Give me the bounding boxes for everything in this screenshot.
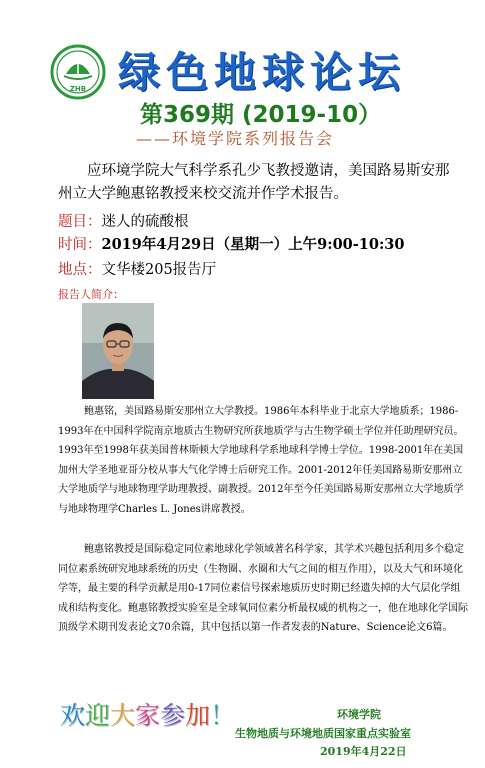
series-subtitle: ——环境学院系列报告会 bbox=[136, 129, 335, 148]
time-line bbox=[58, 233, 404, 254]
organizer-lab: 生物地质与环境地质国家重点实验室 bbox=[235, 727, 411, 740]
intro-paragraph: 应环境学院大气科学系孔少飞教授邀请，美国路易斯安那州立大学鲍惠铭教授来校交流并作学术报告。 bbox=[58, 163, 450, 202]
time-value: 2019年4月29日（星期一）上午9:00-10:30 bbox=[101, 236, 405, 253]
topic-label: 题目： bbox=[58, 214, 102, 230]
issue-number: 第369期 (2019-10） bbox=[140, 102, 382, 128]
topic-line bbox=[58, 210, 189, 231]
welcome-banner bbox=[60, 696, 235, 732]
welcome-char: 欢 bbox=[60, 701, 86, 730]
topic-value: 迷人的硫酸根 bbox=[101, 214, 189, 230]
speaker-photo bbox=[82, 303, 154, 399]
place-value: 文华楼205报告厅 bbox=[101, 262, 217, 278]
announcement-date: 2019年4月22日 bbox=[320, 745, 407, 758]
place-line bbox=[58, 258, 216, 279]
welcome-char: 迎 bbox=[85, 701, 111, 730]
reporter-label: 报告人简介： bbox=[58, 288, 124, 301]
place-label: 地点： bbox=[58, 262, 102, 278]
logo-text: ZHB bbox=[69, 85, 87, 93]
bio-paragraph-2: 鲍惠铭教授是国际稳定同位素地球化学领域著名科学家，其学术兴趣包括利用多个稳定同位素系统研究地球系统的历史（生物圈、水圈和大气之间的相互作用），以及大气和环境化学等，最主要的科学贡献是用0-17同位素信号探索地质历史时期已经遗失掉的大气层化学组成和结构变化。鲍惠铭教授实验室是全球氧同位素分析最权威的机构之一，他在地球化学国际顶级学术期刊发表论文70余篇，其中包括以第一作者发表的Nature、Science论文6篇。 bbox=[58, 544, 468, 633]
forum-title: 绿色地球论坛 bbox=[118, 48, 407, 97]
welcome-char: ！ bbox=[210, 701, 236, 730]
bio-paragraph-1: 鲍惠铭，美国路易斯安那州立大学教授。1986年本科毕业于北京大学地质系；1986-1993年在中国科学院南京地质古生物研究所获地质学与古生物学硕士学位并任助理研究员。1993年至1998年获美国普林斯顿大学地球科学系地球科学博士学位。1998-2001年在美国加州大学圣地亚哥分校从事大气化学博士后研究工作。2001-2012年任美国路易斯安那州立大学地质学与地球物理学助理教授、副教授。2012年至今任美国路易斯安那州立大学地质学与地球物理学Charles L. Jones讲席教授。 bbox=[58, 406, 464, 515]
welcome-char: 加 bbox=[185, 701, 211, 730]
zhb-logo bbox=[50, 44, 106, 100]
organizer-school: 环境学院 bbox=[337, 708, 381, 721]
welcome-char: 参 bbox=[160, 701, 186, 730]
welcome-char: 大 bbox=[110, 701, 136, 730]
time-label: 时间： bbox=[58, 237, 102, 253]
welcome-char: 家 bbox=[135, 701, 161, 730]
